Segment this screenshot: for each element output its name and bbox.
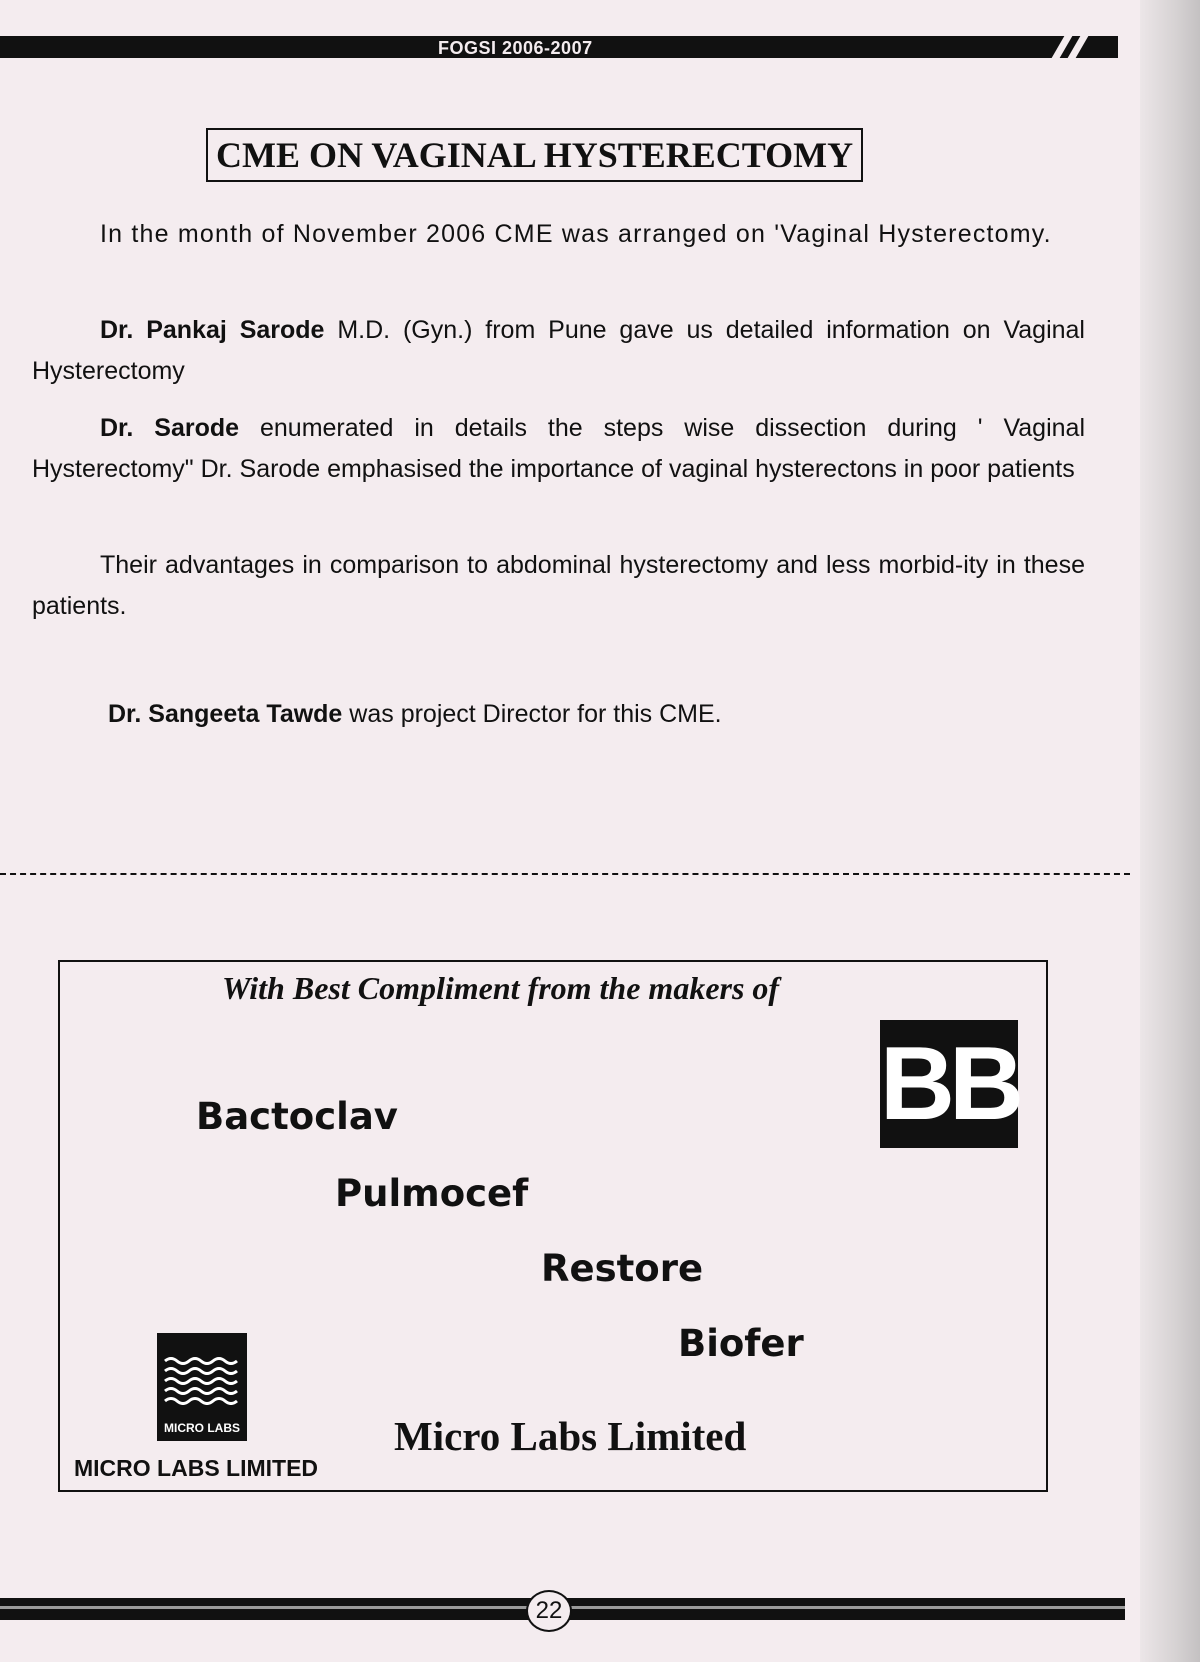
- micro-labs-logo-text: MICRO LABS: [164, 1421, 240, 1435]
- bb-logo-text: BB: [879, 1026, 1019, 1142]
- brand-biofer: Biofer: [678, 1322, 804, 1365]
- director-name: Dr. Sangeeta Tawde: [108, 700, 343, 728]
- article-title: CME ON VAGINAL HYSTERECTOMY: [206, 128, 863, 182]
- paragraph-2: [32, 310, 1085, 392]
- waves-icon: [163, 1355, 241, 1405]
- brand-bactoclav: Bactoclav: [196, 1095, 398, 1138]
- dashed-divider: [0, 873, 1130, 875]
- speaker-name: Dr. Pankaj Sarode: [100, 316, 325, 344]
- paragraph-1-text: In the month of November 2006 CME was arranged on 'Vaginal Hysterectomy.: [100, 220, 1052, 248]
- header-title: FOGSI 2006-2007: [438, 38, 593, 58]
- paragraph-5-text: was project Director for this CME.: [342, 700, 722, 728]
- paragraph-4-text: Their advantages in comparison to abdominal hysterectomy and less morbid-ity in these patients.: [32, 551, 1085, 620]
- page-number: 22: [526, 1590, 572, 1632]
- brand-pulmocef: Pulmocef: [335, 1172, 529, 1215]
- paragraph-4: [32, 545, 1085, 627]
- speaker-surname: Dr. Sarode: [100, 414, 240, 442]
- paragraph-3: [32, 408, 1085, 490]
- paragraph-3-text: enumerated in details the steps wise dissection during ' Vaginal Hysterectomy" Dr. Sarode emphasised the importance of vaginal hysterectons in poor patients: [32, 414, 1085, 483]
- ad-headline: With Best Compliment from the makers of: [222, 970, 780, 1006]
- bb-logo: [880, 1020, 1018, 1148]
- micro-labs-logo: [157, 1333, 247, 1441]
- micro-labs-caption: MICRO LABS LIMITED: [74, 1455, 319, 1481]
- paragraph-2-text: M.D. (Gyn.) from Pune gave us detailed information on Vaginal Hysterectomy: [32, 316, 1085, 385]
- paragraph-5: [108, 700, 722, 729]
- brand-restore: Restore: [541, 1247, 704, 1290]
- company-name: Micro Labs Limited: [394, 1413, 747, 1459]
- page-edge-shadow: [1140, 0, 1200, 1662]
- paragraph-1: [32, 214, 1085, 255]
